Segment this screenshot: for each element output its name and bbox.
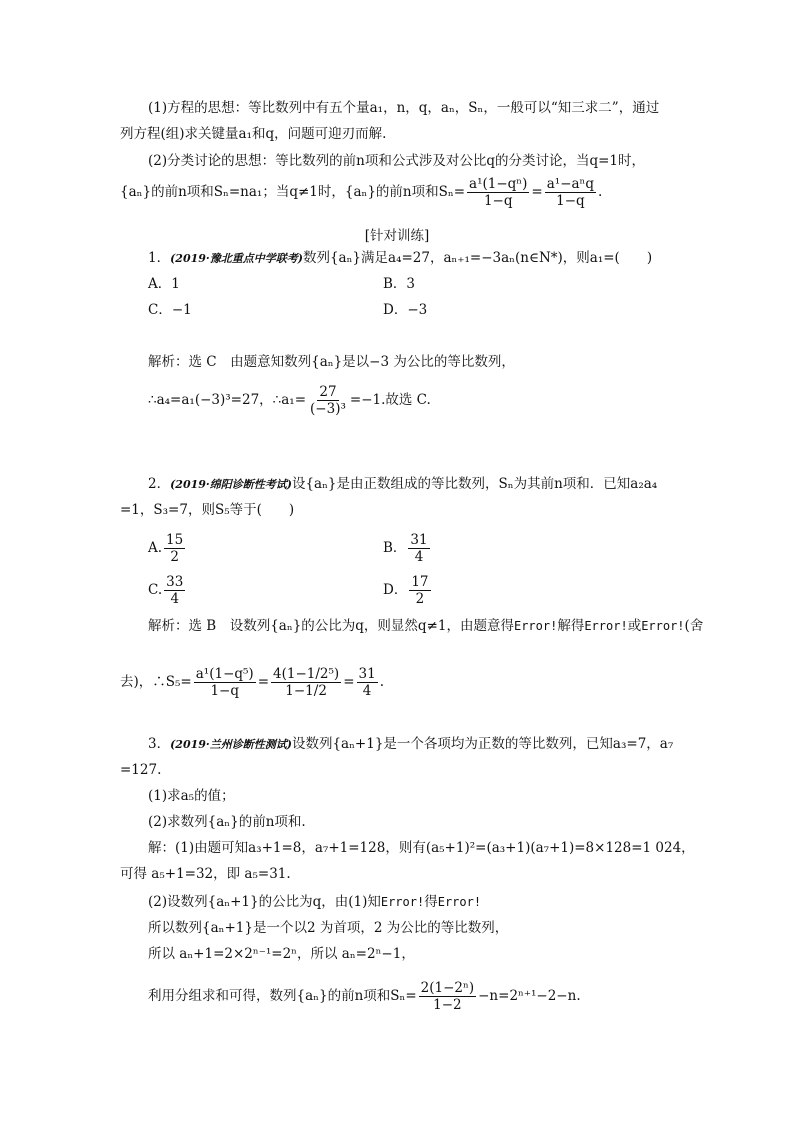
- numerator: a¹−aⁿq: [546, 176, 595, 192]
- option-fraction: [409, 574, 430, 607]
- para1-line2: 列方程(组)求关键量a₁和q，问题可迎刃而解.: [120, 126, 387, 142]
- q3-solution-line6: [148, 980, 581, 1013]
- q2-option-a: [148, 532, 187, 565]
- q1-option-a: A．1: [148, 276, 180, 292]
- denominator: 1−2: [433, 997, 462, 1013]
- sum-formula-fraction-2: [545, 176, 596, 209]
- solution-text: 解析：选 B 设数列{aₙ}的公比为q，则显然q≠1，由题意得: [148, 618, 514, 634]
- q3-part-1: (1)求a₅的值；: [148, 788, 235, 804]
- numerator: a¹(1−q⁵): [195, 666, 254, 682]
- q3-solution-line5: 所以 aₙ+1=2×2ⁿ⁻¹=2ⁿ，所以 aₙ=2ⁿ−1，: [148, 946, 415, 962]
- numerator: a¹(1−qⁿ): [469, 176, 528, 192]
- q3-solution-line1: 解：(1)由题可知a₃+1=8，a₇+1=128，则有(a₅+1)²=(a₃+1)(a₇+1)=8×128=1 024，: [148, 840, 695, 856]
- question-1-stem: [148, 248, 652, 269]
- q1-option-d: D．−3: [383, 302, 428, 318]
- solution-text-end: −n=2ⁿ⁺¹−2−n.: [478, 988, 581, 1004]
- solution-text: 解得: [557, 618, 585, 634]
- denominator: 4: [170, 591, 180, 607]
- solution-text: 或: [627, 618, 642, 634]
- solution-text: ∴a₄=a₁(−3)³=27，∴a₁=: [148, 392, 307, 408]
- denominator: 1−q: [556, 193, 585, 209]
- q2-option-b: [383, 532, 432, 565]
- numerator: 27: [319, 384, 337, 400]
- error-placeholder: Error!: [380, 895, 425, 909]
- question-3-stem-cont: =127.: [120, 762, 162, 778]
- denominator: 4: [414, 549, 424, 565]
- solution-text: 去)，∴S₅=: [120, 674, 192, 690]
- question-2-stem: [148, 474, 657, 495]
- numerator: 31: [358, 666, 376, 682]
- denominator: 2: [415, 591, 425, 607]
- denominator: 4: [362, 683, 372, 699]
- para2-line1: (2)分类讨论的思想：等比数列的前n项和公式涉及对公比q的分类讨论，当q=1时，: [148, 153, 646, 169]
- option-letter: B．: [383, 540, 407, 556]
- solution-text-end: =−1.故选 C.: [349, 392, 431, 408]
- question-3-stem: [148, 734, 673, 755]
- numerator: 4(1−1/2⁵): [273, 666, 340, 682]
- para1-line1: (1)方程的思想：等比数列中有五个量a₁，n，q，aₙ，Sₙ，一般可以“知三求二”，通过: [148, 100, 660, 116]
- q1-solution-line2: [148, 384, 431, 417]
- period: .: [598, 184, 603, 200]
- error-placeholder: Error!: [584, 619, 628, 633]
- question-source: (2019·兰州诊断性测试): [170, 738, 292, 751]
- q3-solution-line4: 所以数列{aₙ+1}是一个以2 为首项，2 为公比的等比数列，: [148, 920, 509, 936]
- q3-solution-line3: [148, 892, 481, 912]
- equals: =: [531, 184, 543, 200]
- denominator: 2: [170, 549, 179, 565]
- numerator: 33: [166, 574, 184, 590]
- question-text: 数列{aₙ}满足a₄=27，aₙ₊₁=−3aₙ(n∈N*)，则a₁=( ): [302, 250, 653, 266]
- question-number: 2．: [148, 476, 171, 492]
- question-2-stem-cont: =1，S₃=7，则S₅等于( ): [120, 502, 295, 518]
- option-fraction: [164, 532, 185, 565]
- period: .: [379, 674, 384, 690]
- equals: =: [257, 674, 270, 690]
- error-placeholder: Error!: [437, 895, 482, 909]
- para2-line2: [120, 176, 602, 209]
- denominator: 1−q: [483, 193, 513, 209]
- solution-text: (舍: [684, 618, 704, 634]
- question-number: 1．: [148, 250, 171, 266]
- denominator: 1−q: [210, 683, 239, 699]
- denominator: (−3)³: [310, 401, 346, 417]
- numerator: 2(1−2ⁿ): [420, 980, 475, 996]
- option-letter: A.: [148, 540, 163, 556]
- equals: =: [343, 674, 355, 690]
- q3-part-2: (2)求数列{aₙ}的前n项和.: [148, 814, 306, 830]
- question-number: 3．: [148, 736, 171, 752]
- sum-formula-fraction-1: [467, 176, 529, 209]
- q1-solution-line1: 解析：选 C 由题意知数列{aₙ}是以−3 为公比的等比数列，: [148, 354, 515, 370]
- q2-option-c: [148, 574, 187, 607]
- question-source: (2019·绵阳诊断性考试): [170, 478, 292, 491]
- section-title: [针对训练]: [364, 228, 430, 244]
- q2-solution-line1: [148, 616, 703, 636]
- solution-fraction: [419, 980, 476, 1013]
- error-placeholder: Error!: [513, 619, 558, 633]
- numerator: 31: [410, 532, 428, 548]
- option-letter: D．: [383, 582, 408, 598]
- q3-solution-line2: 可得 a₅+1=32，即 a₅=31.: [120, 866, 291, 882]
- option-fraction: [164, 574, 185, 607]
- q1-option-c: C．−1: [148, 302, 192, 318]
- option-letter: C.: [148, 582, 163, 598]
- solution-text: 得: [424, 894, 438, 910]
- question-source: (2019·豫北重点中学联考): [170, 252, 303, 265]
- numerator: 17: [411, 574, 429, 590]
- q1-option-b: B．3: [383, 276, 416, 292]
- denominator: 1−1/2: [285, 683, 327, 699]
- para2-text: {aₙ}的前n项和Sₙ=na₁；当q≠1时，{aₙ}的前n项和Sₙ=: [120, 184, 466, 200]
- question-text: 设数列{aₙ+1}是一个各项均为正数的等比数列，已知a₃=7，a₇: [291, 736, 674, 752]
- solution-text: 利用分组求和可得，数列{aₙ}的前n项和Sₙ=: [148, 988, 417, 1004]
- error-placeholder: Error!: [641, 619, 685, 633]
- solution-fraction-2: [271, 666, 341, 699]
- solution-text: (2)设数列{aₙ+1}的公比为q，由(1)知: [148, 894, 381, 910]
- q2-option-d: [383, 574, 433, 607]
- solution-fraction: [308, 384, 348, 417]
- numerator: 15: [166, 532, 184, 548]
- q2-solution-line2: [120, 666, 384, 699]
- solution-fraction-3: [357, 666, 378, 699]
- question-text: 设{aₙ}是由正数组成的等比数列，Sₙ为其前n项和．已知a₂a₄: [291, 476, 658, 492]
- solution-fraction-1: [194, 666, 256, 699]
- option-fraction: [408, 532, 429, 565]
